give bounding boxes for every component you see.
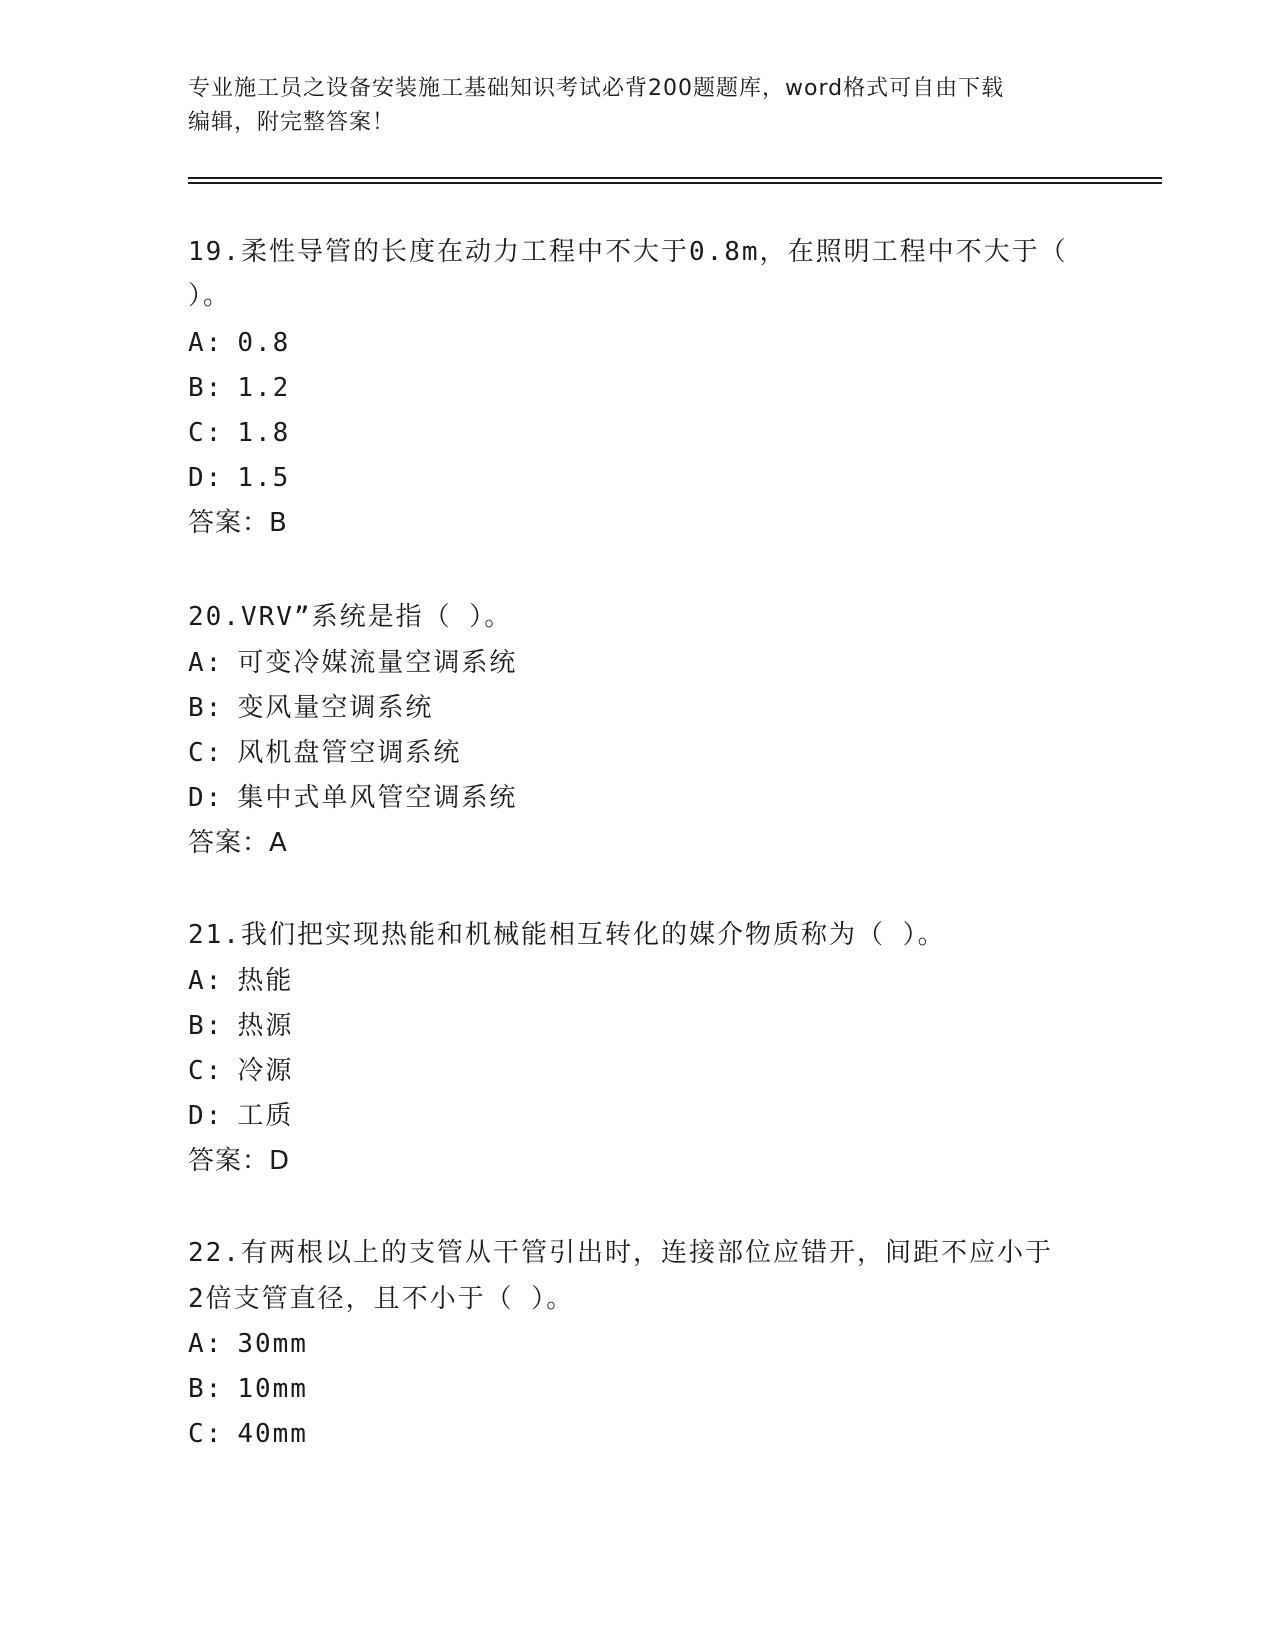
question-19-option-c bbox=[188, 410, 290, 456]
question-21-option-d bbox=[188, 1093, 293, 1139]
option-text: 1.5 bbox=[237, 463, 291, 493]
question-19-option-b bbox=[188, 365, 290, 411]
option-text: 1.8 bbox=[237, 418, 291, 448]
option-label: C: bbox=[188, 418, 224, 448]
option-label: C: bbox=[188, 738, 224, 768]
option-label: C: bbox=[188, 1056, 224, 1086]
option-label: B: bbox=[188, 373, 224, 403]
option-label: A: bbox=[188, 648, 224, 678]
header-line-2: 编辑，附完整答案！ bbox=[188, 110, 396, 135]
question-19-option-d bbox=[188, 455, 290, 501]
question-20-option-c bbox=[188, 730, 461, 776]
question-20-option-b bbox=[188, 685, 433, 731]
option-label: D: bbox=[188, 1101, 224, 1131]
option-text: 0.8 bbox=[237, 328, 291, 358]
question-22-option-a bbox=[188, 1321, 308, 1367]
question-19-option-a bbox=[188, 320, 290, 366]
option-label: A: bbox=[188, 328, 224, 358]
option-label: D: bbox=[188, 463, 224, 493]
option-text: 可变冷媒流量空调系统 bbox=[237, 648, 518, 678]
option-label: B: bbox=[188, 693, 224, 723]
question-21-answer: 答案：D bbox=[188, 1146, 291, 1176]
option-label: A: bbox=[188, 966, 224, 996]
question-21-option-c bbox=[188, 1048, 293, 1094]
question-20-stem: 20.VRV”系统是指（ ）。 bbox=[188, 602, 513, 632]
option-text: 工质 bbox=[237, 1101, 294, 1131]
option-text: 40mm bbox=[237, 1419, 308, 1449]
header-divider-bottom bbox=[188, 182, 1162, 184]
option-text: 冷源 bbox=[237, 1056, 294, 1086]
question-20-option-d bbox=[188, 775, 517, 821]
question-21-option-b bbox=[188, 1003, 293, 1049]
question-22-option-c bbox=[188, 1411, 308, 1457]
option-label: C: bbox=[188, 1419, 224, 1449]
question-20-answer: 答案：A bbox=[188, 828, 288, 858]
question-22-stem-line-2: 2倍支管直径，且不小于（ ）。 bbox=[188, 1284, 575, 1314]
option-text: 热能 bbox=[237, 966, 294, 996]
option-label: B: bbox=[188, 1011, 224, 1041]
option-text: 集中式单风管空调系统 bbox=[237, 783, 518, 813]
option-text: 风机盘管空调系统 bbox=[237, 738, 462, 768]
option-text: 变风量空调系统 bbox=[237, 693, 434, 723]
option-text: 热源 bbox=[237, 1011, 294, 1041]
document-header bbox=[188, 72, 1088, 140]
option-label: D: bbox=[188, 783, 224, 813]
option-text: 1.2 bbox=[237, 373, 291, 403]
option-text: 10mm bbox=[237, 1374, 308, 1404]
question-21-option-a bbox=[188, 958, 293, 1004]
option-text: 30mm bbox=[237, 1329, 308, 1359]
question-22-stem-line-1: 22.有两根以上的支管从干管引出时，连接部位应错开，间距不应小于 bbox=[188, 1238, 1053, 1268]
question-19-answer: 答案：B bbox=[188, 508, 288, 538]
option-label: A: bbox=[188, 1329, 224, 1359]
question-19-stem-line-1: 19.柔性导管的长度在动力工程中不大于0.8m，在照明工程中不大于（ bbox=[188, 237, 1068, 267]
question-21-stem: 21.我们把实现热能和机械能相互转化的媒介物质称为（ ）。 bbox=[188, 920, 946, 950]
header-divider-top bbox=[188, 177, 1162, 179]
question-20-option-a bbox=[188, 640, 517, 686]
option-label: B: bbox=[188, 1374, 224, 1404]
question-22-option-b bbox=[188, 1366, 308, 1412]
header-line-1: 专业施工员之设备安装施工基础知识考试必背200题题库，word格式可自由下载 bbox=[188, 76, 1005, 101]
question-19-stem-line-2: ）。 bbox=[188, 281, 232, 311]
